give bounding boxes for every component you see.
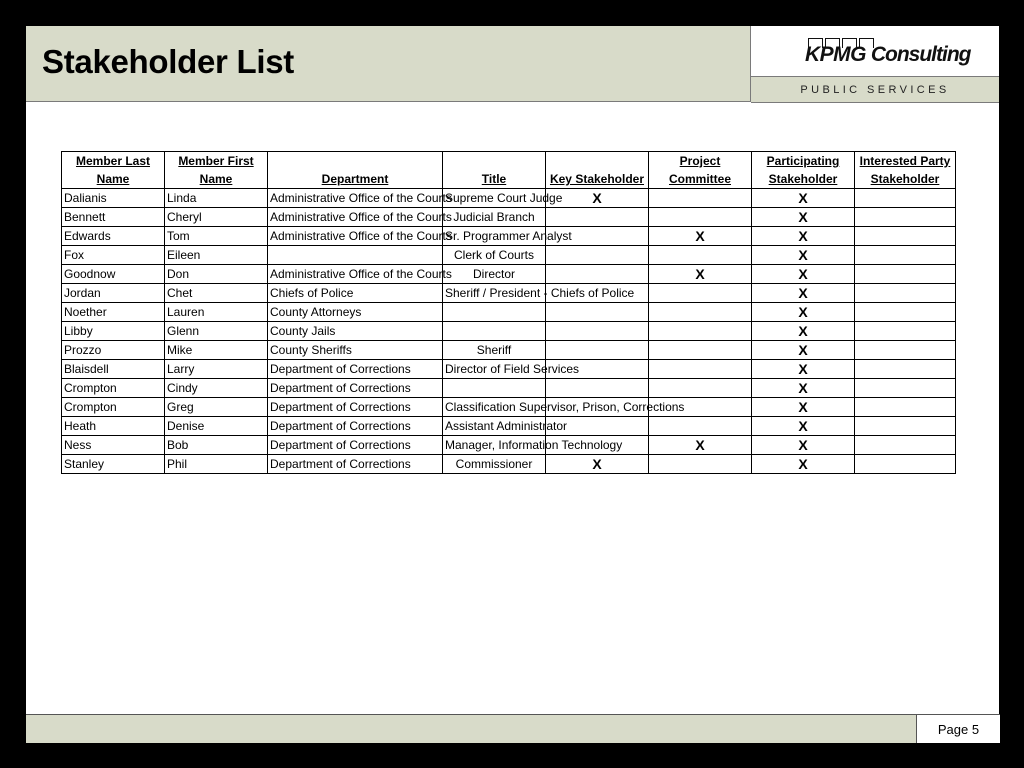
first-name-cell: Bob <box>165 436 268 455</box>
participating-cell: X <box>752 379 855 398</box>
participating-cell: X <box>752 436 855 455</box>
key-stakeholder-cell: X <box>546 455 649 474</box>
table-row <box>62 379 956 398</box>
participating-cell: X <box>752 265 855 284</box>
title-cell <box>443 322 546 341</box>
project-committee-cell <box>649 417 752 436</box>
department-cell: Department of Corrections <box>268 360 443 379</box>
table-row <box>62 455 956 474</box>
department-cell: Department of Corrections <box>268 436 443 455</box>
last-name-cell: Fox <box>62 246 165 265</box>
participating-cell: X <box>752 455 855 474</box>
department-cell: Administrative Office of the Courts <box>268 265 443 284</box>
participating-cell: X <box>752 189 855 208</box>
title-cell: Sheriff <box>443 341 546 360</box>
table-row <box>62 436 956 455</box>
department-cell: County Sheriffs <box>268 341 443 360</box>
participating-cell: X <box>752 208 855 227</box>
first-name-cell: Eileen <box>165 246 268 265</box>
table-row <box>62 227 956 246</box>
stakeholder-table <box>61 151 956 474</box>
department-cell: Department of Corrections <box>268 379 443 398</box>
interested-cell <box>855 455 956 474</box>
col-header-project-committee: Project Committee <box>649 152 752 189</box>
table-row <box>62 246 956 265</box>
interested-cell <box>855 398 956 417</box>
first-name-cell: Chet <box>165 284 268 303</box>
key-stakeholder-cell: X <box>546 189 649 208</box>
department-cell: Department of Corrections <box>268 417 443 436</box>
table-row <box>62 284 956 303</box>
first-name-cell: Glenn <box>165 322 268 341</box>
last-name-cell: Edwards <box>62 227 165 246</box>
participating-cell: X <box>752 360 855 379</box>
title-cell: Clerk of Courts <box>443 246 546 265</box>
col-header-participating: Participating Stakeholder <box>752 152 855 189</box>
first-name-cell: Greg <box>165 398 268 417</box>
col-header-department: Department <box>268 152 443 189</box>
key-stakeholder-cell <box>546 322 649 341</box>
participating-cell: X <box>752 398 855 417</box>
title-cell: Director <box>443 265 546 284</box>
table-row <box>62 398 956 417</box>
last-name-cell: Ness <box>62 436 165 455</box>
table-row <box>62 417 956 436</box>
participating-cell: X <box>752 246 855 265</box>
page-title: Stakeholder List <box>42 43 294 80</box>
department-cell: County Attorneys <box>268 303 443 322</box>
department-cell: Chiefs of Police <box>268 284 443 303</box>
first-name-cell: Larry <box>165 360 268 379</box>
key-stakeholder-cell <box>546 265 649 284</box>
key-stakeholder-cell <box>546 208 649 227</box>
participating-cell: X <box>752 227 855 246</box>
title-cell: Sr. Programmer Analyst <box>443 227 546 246</box>
department-cell: County Jails <box>268 322 443 341</box>
title-cell: Judicial Branch <box>443 208 546 227</box>
table-row <box>62 303 956 322</box>
page-number: Page 5 <box>916 714 1000 743</box>
table-row <box>62 322 956 341</box>
col-header-interested: Interested Party Stakeholder <box>855 152 956 189</box>
key-stakeholder-cell <box>546 303 649 322</box>
interested-cell <box>855 303 956 322</box>
last-name-cell: Bennett <box>62 208 165 227</box>
title-cell: Commissioner <box>443 455 546 474</box>
department-cell <box>268 246 443 265</box>
project-committee-cell: X <box>649 227 752 246</box>
interested-cell <box>855 189 956 208</box>
project-committee-cell <box>649 455 752 474</box>
project-committee-cell: X <box>649 265 752 284</box>
first-name-cell: Denise <box>165 417 268 436</box>
company-logo <box>751 26 999 76</box>
interested-cell <box>855 417 956 436</box>
project-committee-cell <box>649 360 752 379</box>
col-header-title: Title <box>443 152 546 189</box>
title-cell: Assistant Administrator <box>443 417 546 436</box>
first-name-cell: Tom <box>165 227 268 246</box>
title-cell <box>443 379 546 398</box>
interested-cell <box>855 227 956 246</box>
title-cell: Sheriff / President - Chiefs of Police <box>443 284 546 303</box>
project-committee-cell <box>649 303 752 322</box>
project-committee-cell <box>649 341 752 360</box>
department-cell: Administrative Office of the Courts <box>268 189 443 208</box>
project-committee-cell <box>649 208 752 227</box>
interested-cell <box>855 379 956 398</box>
project-committee-cell <box>649 284 752 303</box>
footer-band <box>26 714 999 743</box>
last-name-cell: Jordan <box>62 284 165 303</box>
department-cell: Department of Corrections <box>268 398 443 417</box>
title-cell: Director of Field Services <box>443 360 546 379</box>
table-header-row <box>62 152 956 189</box>
last-name-cell: Noether <box>62 303 165 322</box>
project-committee-cell: X <box>649 436 752 455</box>
project-committee-cell <box>649 246 752 265</box>
department-cell: Administrative Office of the Courts <box>268 208 443 227</box>
interested-cell <box>855 341 956 360</box>
participating-cell: X <box>752 284 855 303</box>
interested-cell <box>855 246 956 265</box>
header-band <box>26 26 751 102</box>
table-row <box>62 189 956 208</box>
table-row <box>62 341 956 360</box>
title-cell: Classification Supervisor, Prison, Corrections <box>443 398 546 417</box>
last-name-cell: Heath <box>62 417 165 436</box>
slide <box>26 26 999 742</box>
interested-cell <box>855 322 956 341</box>
interested-cell <box>855 360 956 379</box>
first-name-cell: Cindy <box>165 379 268 398</box>
last-name-cell: Crompton <box>62 379 165 398</box>
project-committee-cell <box>649 379 752 398</box>
last-name-cell: Dalianis <box>62 189 165 208</box>
participating-cell: X <box>752 303 855 322</box>
first-name-cell: Linda <box>165 189 268 208</box>
department-cell: Administrative Office of the Courts <box>268 227 443 246</box>
key-stakeholder-cell <box>546 341 649 360</box>
first-name-cell: Lauren <box>165 303 268 322</box>
participating-cell: X <box>752 417 855 436</box>
last-name-cell: Goodnow <box>62 265 165 284</box>
last-name-cell: Crompton <box>62 398 165 417</box>
last-name-cell: Stanley <box>62 455 165 474</box>
col-header-last-name: Member Last Name <box>62 152 165 189</box>
division-label: PUBLIC SERVICES <box>751 76 999 103</box>
table-row <box>62 265 956 284</box>
first-name-cell: Don <box>165 265 268 284</box>
title-cell: Manager, Information Technology <box>443 436 546 455</box>
interested-cell <box>855 265 956 284</box>
table-row <box>62 208 956 227</box>
col-header-first-name: Member First Name <box>165 152 268 189</box>
participating-cell: X <box>752 341 855 360</box>
department-cell: Department of Corrections <box>268 455 443 474</box>
last-name-cell: Prozzo <box>62 341 165 360</box>
last-name-cell: Blaisdell <box>62 360 165 379</box>
first-name-cell: Cheryl <box>165 208 268 227</box>
last-name-cell: Libby <box>62 322 165 341</box>
first-name-cell: Mike <box>165 341 268 360</box>
table-row <box>62 360 956 379</box>
project-committee-cell <box>649 322 752 341</box>
interested-cell <box>855 208 956 227</box>
first-name-cell: Phil <box>165 455 268 474</box>
logo-text: KPMG Consulting <box>805 43 971 66</box>
interested-cell <box>855 284 956 303</box>
key-stakeholder-cell <box>546 246 649 265</box>
interested-cell <box>855 436 956 455</box>
key-stakeholder-cell <box>546 379 649 398</box>
col-header-key-stakeholder: Key Stakeholder <box>546 152 649 189</box>
title-cell <box>443 303 546 322</box>
title-cell: Supreme Court Judge <box>443 189 546 208</box>
participating-cell: X <box>752 322 855 341</box>
project-committee-cell <box>649 189 752 208</box>
